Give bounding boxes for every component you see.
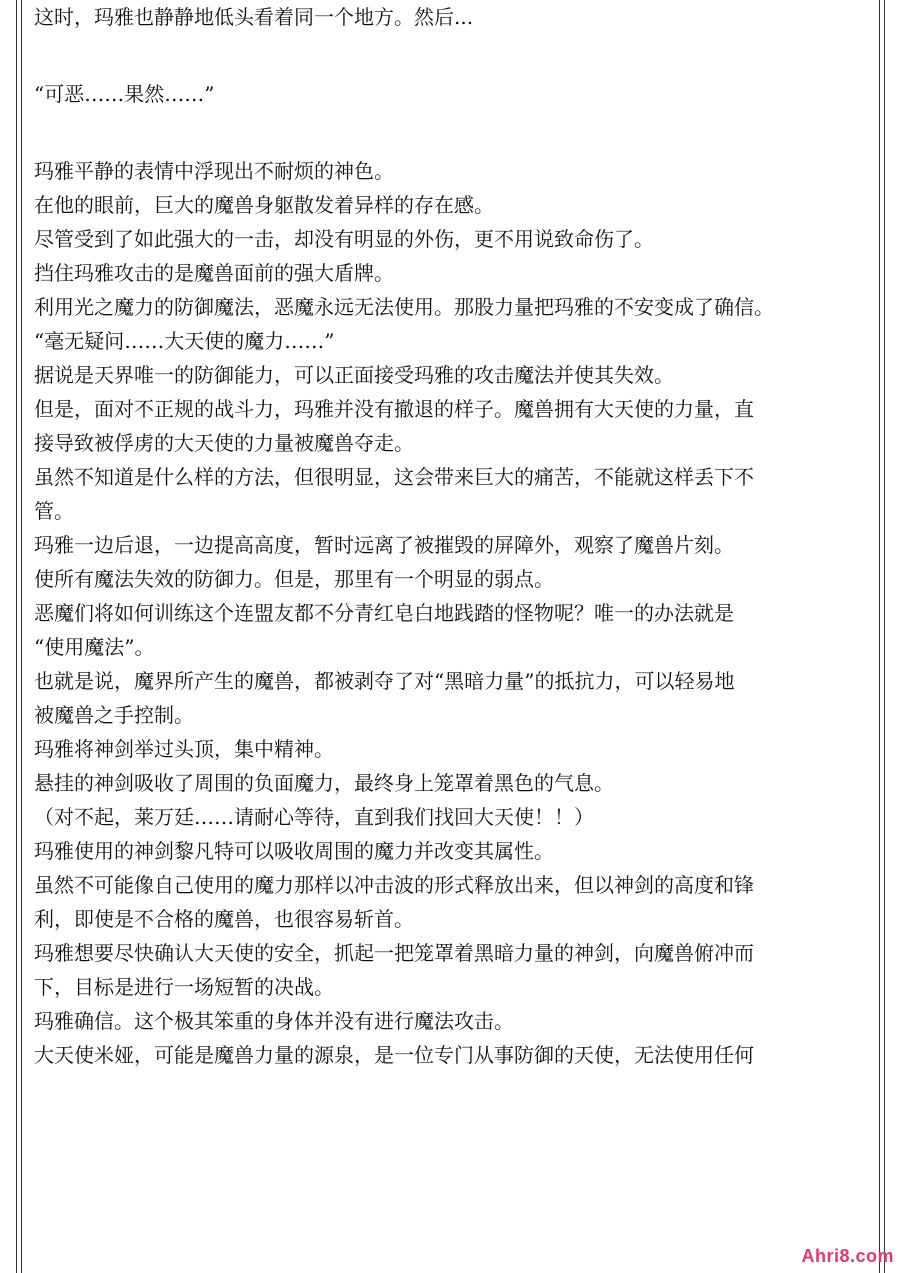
text-line: 玛雅将神剑举过头顶，集中精神。 — [34, 737, 334, 761]
text-line: 在他的眼前，巨大的魔兽身躯散发着异样的存在感。 — [34, 193, 494, 217]
text-line: 接导致被俘虏的大天使的力量被魔兽夺走。 — [34, 431, 414, 455]
text-line: “使用魔法”。 — [34, 635, 155, 659]
page-border-right-outer — [884, 0, 885, 1273]
text-line: 玛雅确信。这个极其笨重的身体并没有进行魔法攻击。 — [34, 1009, 514, 1033]
text-line: 玛雅想要尽快确认大天使的安全，抓起一把笼罩着黑暗力量的神剑，向魔兽俯冲而 — [34, 941, 754, 965]
page-border-left-outer — [16, 0, 17, 1273]
text-line: 挡住玛雅攻击的是魔兽面前的强大盾牌。 — [34, 261, 394, 285]
text-line: 据说是天界唯一的防御能力，可以正面接受玛雅的攻击魔法并使其失效。 — [34, 363, 674, 387]
text-line: 这时，玛雅也静静地低头看着同一个地方。然后... — [34, 5, 474, 29]
site-watermark: Ahri8.com — [801, 1246, 894, 1266]
text-line: “可恶……果然……” — [34, 82, 215, 106]
text-line: 利，即使是不合格的魔兽，也很容易斩首。 — [34, 907, 414, 931]
text-line: 使所有魔法失效的防御力。但是，那里有一个明显的弱点。 — [34, 567, 554, 591]
blank-line — [34, 111, 876, 154]
text-line: 恶魔们将如何训练这个连盟友都不分青红皂白地践踏的怪物呢？唯一的办法就是 — [34, 601, 734, 625]
text-line: （对不起，莱万廷……请耐心等待，直到我们找回大天使！！） — [34, 805, 594, 829]
text-line: 但是，面对不正规的战斗力，玛雅并没有撤退的样子。魔兽拥有大天使的力量，直 — [34, 397, 754, 421]
text-line: 下，目标是进行一场短暂的决战。 — [34, 975, 334, 999]
text-line: 玛雅平静的表情中浮现出不耐烦的神色。 — [34, 159, 394, 183]
page-border-right-inner — [879, 0, 880, 1273]
text-line: 悬挂的神剑吸收了周围的负面魔力，最终身上笼罩着黑色的气息。 — [34, 771, 614, 795]
text-line: 玛雅使用的神剑黎凡特可以吸收周围的魔力并改变其属性。 — [34, 839, 554, 863]
page-border-left-inner — [21, 0, 22, 1273]
text-line: 也就是说，魔界所产生的魔兽，都被剥夺了对“黑暗力量”的抵抗力，可以轻易地 — [34, 669, 735, 693]
text-line: 被魔兽之手控制。 — [34, 703, 194, 727]
blank-line — [34, 34, 876, 77]
text-line: 虽然不可能像自己使用的魔力那样以冲击波的形式释放出来，但以神剑的高度和锋 — [34, 873, 754, 897]
text-line: “毫无疑问……大天使的魔力……” — [34, 329, 335, 353]
text-line: 虽然不知道是什么样的方法，但很明显，这会带来巨大的痛苦，不能就这样丢下不 — [34, 465, 754, 489]
text-line: 利用光之魔力的防御魔法，恶魔永远无法使用。那股力量把玛雅的不安变成了确信。 — [34, 295, 774, 319]
text-line: 尽管受到了如此强大的一击，却没有明显的外伤，更不用说致命伤了。 — [34, 227, 654, 251]
text-line: 玛雅一边后退，一边提高高度，暂时远离了被摧毁的屏障外，观察了魔兽片刻。 — [34, 533, 734, 557]
text-line: 管。 — [34, 499, 74, 523]
document-body — [34, 0, 876, 1072]
text-line: 大天使米娅，可能是魔兽力量的源泉，是一位专门从事防御的天使，无法使用任何 — [34, 1043, 754, 1067]
